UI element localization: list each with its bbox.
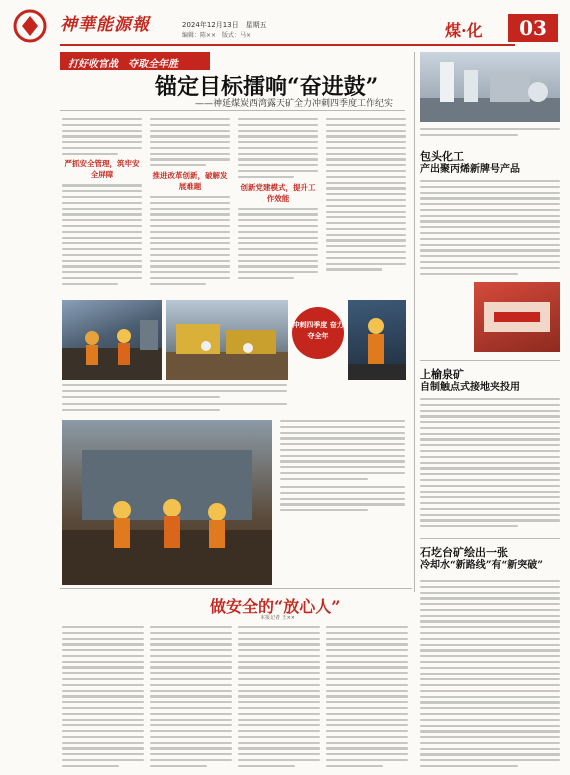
chemical-plant-photo [420, 52, 560, 122]
masthead-rule [60, 44, 515, 46]
column-rule [414, 52, 415, 592]
divider [60, 110, 405, 111]
sidebar-caption-1 [420, 128, 560, 140]
sidebar-story-1-body [420, 180, 560, 278]
feature-column-2 [150, 626, 232, 771]
photo-caption-2 [62, 403, 287, 415]
lead-column-1 [62, 118, 142, 289]
sidebar-story-3-body [420, 580, 560, 771]
lead-column-5 [280, 420, 405, 484]
machine-photo [474, 282, 560, 352]
sidebar-story-2-head [420, 368, 560, 394]
lead-subheadline: ——神延煤炭西湾露天矿全力冲刺四季度工作纪实 [195, 99, 394, 109]
sidebar-story-2-subheadline: 自制触点式接地夹投用 [420, 382, 520, 393]
sidebar-story-1-headline: 包头化工 [420, 150, 464, 163]
sidebar-story-3-headline: 石圪台矿绘出一张 [420, 546, 508, 559]
sidebar-story-3-head [420, 546, 560, 572]
mine-site-photo [166, 300, 288, 380]
lead-column-3 [238, 118, 318, 283]
sidebar-story-2-headline: 上榆泉矿 [420, 368, 464, 381]
lead-subhead-3: 创新党建模式，提升工作效能 [240, 182, 316, 203]
newspaper-logo-icon [8, 6, 52, 46]
editor-credits: 编辑：陈×× 版式：马× [182, 32, 252, 39]
feature-column-4 [326, 626, 408, 771]
sidebar-story-1-subheadline: 产出聚丙烯新牌号产品 [420, 164, 520, 175]
lead-headline: 锚定目标擂响“奋进鼓” [155, 74, 379, 100]
worker-photo [348, 300, 406, 380]
lead-subhead-1: 严抓安全管理，筑牢安全屏障 [64, 159, 140, 180]
feature-byline: 本报记者 王×× [260, 615, 295, 621]
sidebar-story-1-head [420, 150, 560, 176]
divider [420, 360, 560, 361]
issue-date: 2024年12月13日 星期五 [182, 21, 267, 29]
feature-column-3 [238, 626, 320, 771]
sidebar-story-3-subheadline: 冷却水“新路线”有“新突破” [420, 560, 544, 571]
kicker-banner: 打好收官战 夺取全年胜 [60, 52, 210, 70]
divider [60, 588, 412, 589]
feature-title: 做安全的“放心人” [210, 597, 341, 616]
miners-photo [62, 300, 162, 380]
lead-column-4 [326, 118, 406, 274]
campaign-badge: 冲刺四季度 奋力夺全年 [292, 307, 344, 359]
lead-column-2 [150, 118, 230, 289]
newspaper-title: 神華能源報 [60, 15, 150, 35]
workers-inspection-photo [62, 420, 272, 585]
section-label: 煤·化 [445, 21, 483, 40]
photo-caption-3 [280, 486, 405, 515]
feature-column-1 [62, 626, 144, 771]
lead-subhead-2: 推进改革创新，破解发展难题 [152, 171, 228, 192]
sidebar-story-2-body [420, 398, 560, 531]
divider [420, 538, 560, 539]
page-number: 03 [508, 14, 558, 42]
photo-caption-1 [62, 384, 287, 401]
